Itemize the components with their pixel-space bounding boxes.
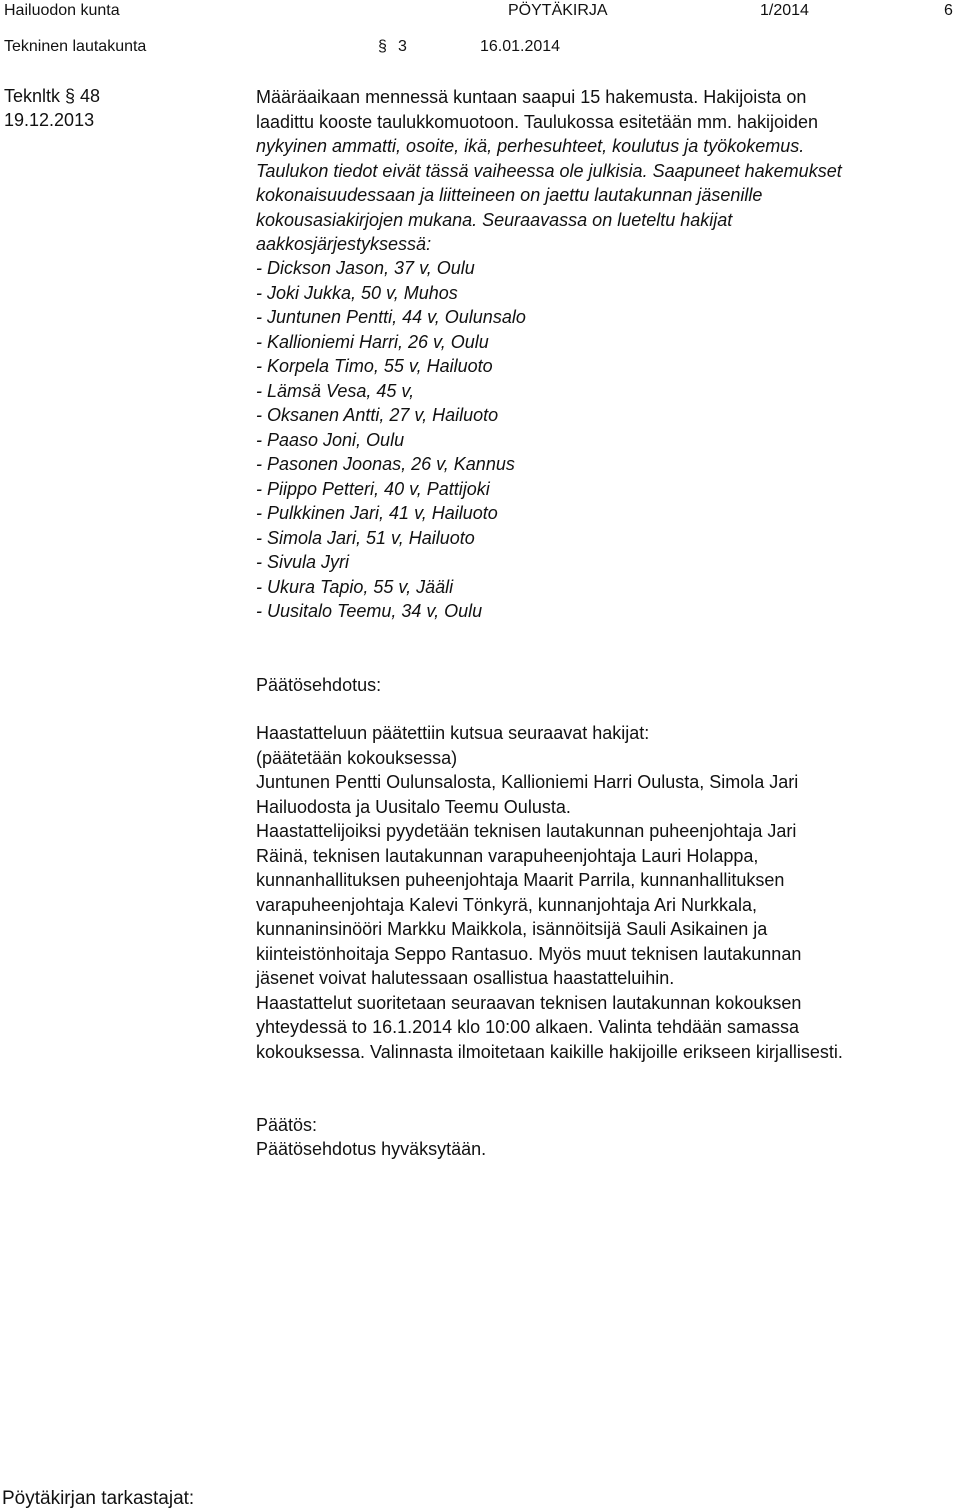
applicant-item: - Korpela Timo, 55 v, Hailuoto — [256, 356, 493, 376]
decision-text: Päätösehdotus hyväksytään. — [256, 1139, 487, 1159]
meeting-date: 16.01.2014 — [480, 38, 561, 55]
applicant-item: - Piippo Petteri, 40 v, Pattijoki — [256, 478, 490, 499]
proposal-line: kunnanhallituksen puheenjohtaja Maarit Parrila, kunnanhallituksen — [256, 870, 785, 890]
proposal-line: kokouksessa. Valinnasta ilmoitetaan kaikille hakijoille erikseen kirjallisesti. — [256, 1041, 843, 1062]
intro-line: Taulukon tiedot eivät tässä vaiheessa ole julkisia. Saapuneet hakemukset — [256, 160, 842, 181]
proposal-line: yhteydessä to 16.1.2014 klo 10:00 alkaen. Valinta tehdään samassa — [256, 1017, 800, 1037]
reference-date: 19.12.2013 — [4, 110, 95, 130]
section-sign: § — [378, 38, 387, 55]
applicant-list — [256, 256, 956, 624]
proposal-line: (päätetään kokouksessa) — [256, 747, 458, 768]
intro-line: nykyinen ammatti, osoite, ikä, perhesuhteet, koulutus ja työkokemus. — [256, 136, 805, 156]
checkers-label: Pöytäkirjan tarkastajat: — [2, 1488, 195, 1509]
intro-line: kokousasiakirjojen mukana. Seuraavassa on lueteltu hakijat — [256, 209, 733, 230]
page-number: 6 — [944, 2, 953, 19]
section-number: 3 — [398, 38, 407, 55]
reference-label: Teknltk § 48 — [4, 86, 101, 106]
decision-heading: Päätös: — [256, 1115, 318, 1135]
intro-line: kokonaisuudessaan ja liitteineen on jaettu lautakunnan jäsenille — [256, 185, 763, 205]
applicant-item: - Uusitalo Teemu, 34 v, Oulu — [256, 601, 483, 621]
applicant-item: - Sivula Jyri — [256, 552, 350, 572]
applicant-item: - Ukura Tapio, 55 v, Jääli — [256, 576, 454, 597]
applicant-item: - Simola Jari, 51 v, Hailuoto — [256, 527, 475, 548]
proposal-heading: Päätösehdotus: — [256, 675, 382, 695]
applicant-item: - Paaso Joni, Oulu — [256, 429, 405, 450]
proposal-line: Haastatteluun päätettiin kutsua seuraavat hakijat: — [256, 723, 650, 743]
intro-line: Määräaikaan mennessä kuntaan saapui 15 hakemusta. Hakijoista on — [256, 87, 807, 107]
proposal-line: kunnaninsinööri Markku Maikkola, isännöitsijä Sauli Asikainen ja — [256, 919, 768, 939]
intro-line: laadittu kooste taulukkomuotoon. Taulukossa esitetään mm. hakijoiden — [256, 111, 819, 132]
intro-paragraph — [256, 85, 956, 257]
proposal-line: Haastattelijoiksi pyydetään teknisen lautakunnan puheenjohtaja Jari — [256, 821, 797, 841]
proposal-line: varapuheenjohtaja Kalevi Tönkyrä, kunnanjohtaja Ari Nurkkala, — [256, 894, 757, 915]
applicant-item: - Dickson Jason, 37 v, Oulu — [256, 258, 475, 278]
applicant-item: - Kallioniemi Harri, 26 v, Oulu — [256, 331, 489, 352]
proposal-line: Juntunen Pentti Oulunsalosta, Kallioniemi Harri Oulusta, Simola Jari — [256, 772, 799, 792]
applicant-item: - Lämsä Vesa, 45 v, — [256, 380, 415, 401]
doc-number: 1/2014 — [760, 2, 809, 19]
intro-line: aakkosjärjestyksessä: — [256, 234, 432, 254]
proposal-line: kiinteistönhoitaja Seppo Rantasuo. Myös muut teknisen lautakunnan — [256, 943, 802, 964]
applicant-item: - Juntunen Pentti, 44 v, Oulunsalo — [256, 307, 526, 327]
org-name: Hailuodon kunta — [4, 2, 120, 19]
proposal-line: Haastattelut suoritetaan seuraavan teknisen lautakunnan kokouksen — [256, 992, 802, 1013]
applicant-item: - Joki Jukka, 50 v, Muhos — [256, 282, 458, 303]
applicant-item: - Pasonen Joonas, 26 v, Kannus — [256, 454, 515, 474]
proposal-line: Räinä, teknisen lautakunnan varapuheenjohtaja Lauri Holappa, — [256, 845, 759, 866]
proposal-line: jäsenet voivat halutessaan osallistua haastatteluihin. — [256, 968, 675, 988]
committee-name: Tekninen lautakunta — [4, 38, 147, 55]
applicant-item: - Pulkkinen Jari, 41 v, Hailuoto — [256, 503, 498, 523]
proposal-line: Hailuodosta ja Uusitalo Teemu Oulusta. — [256, 796, 571, 817]
applicant-item: - Oksanen Antti, 27 v, Hailuoto — [256, 405, 499, 425]
doc-type: PÖYTÄKIRJA — [508, 2, 608, 19]
proposal-paragraph — [256, 721, 956, 1064]
